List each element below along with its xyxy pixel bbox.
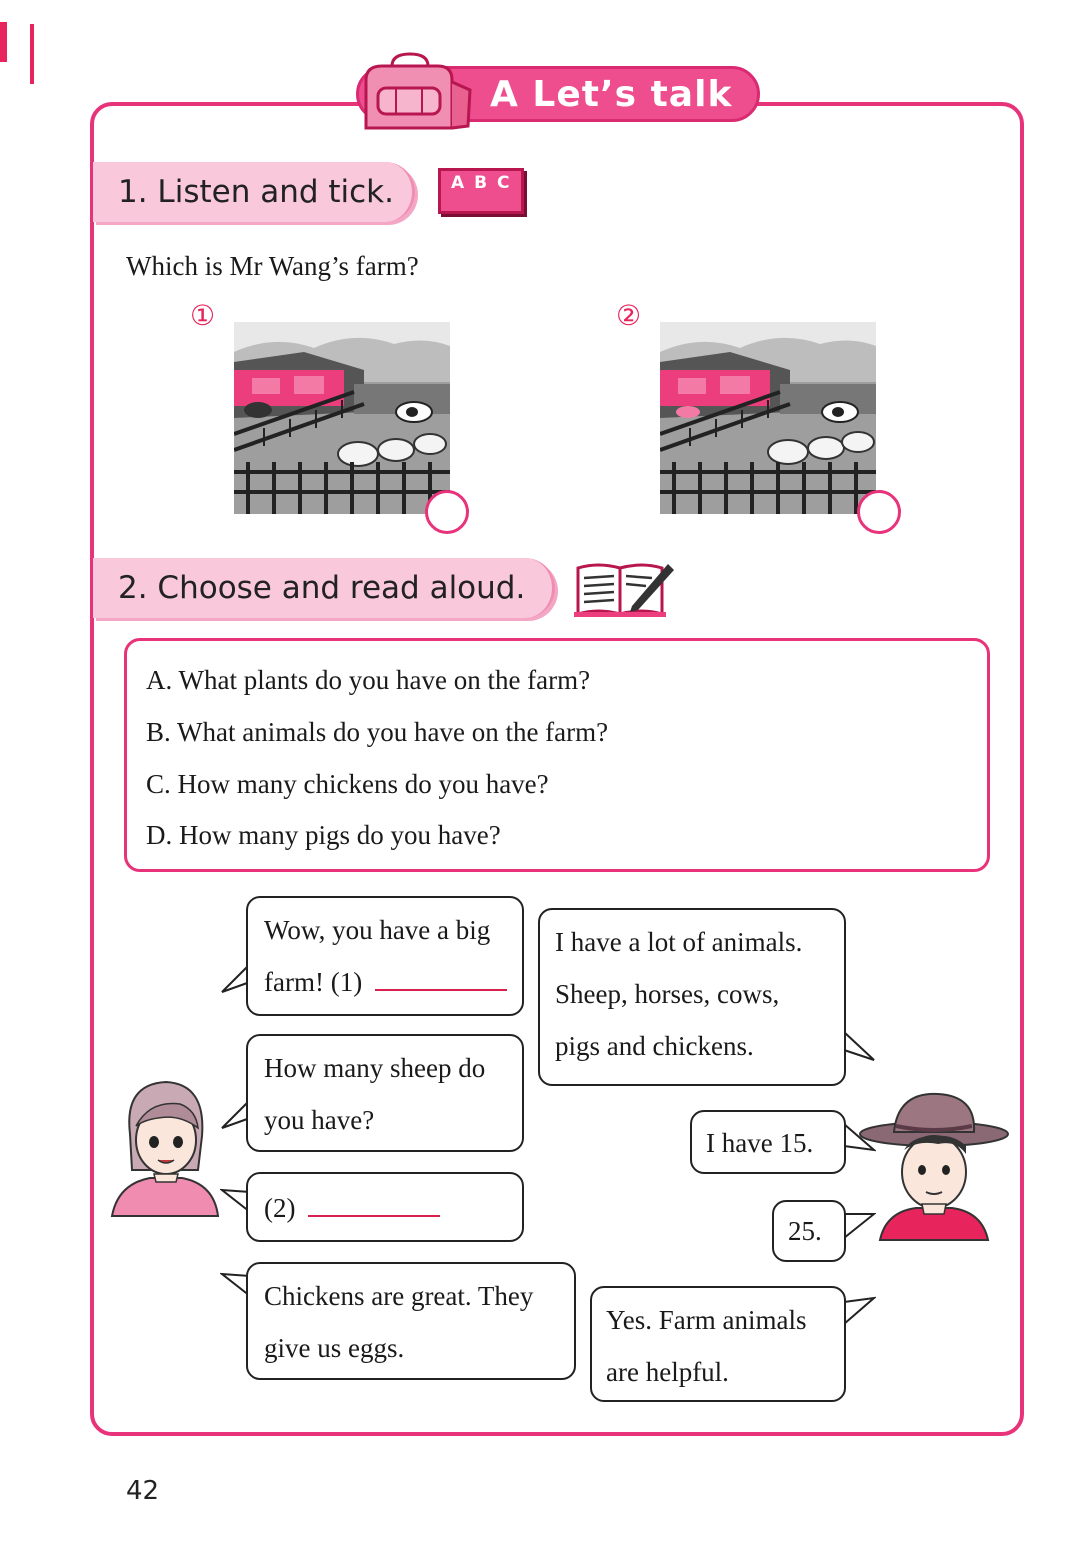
boy-line-4b: are helpful. — [606, 1357, 729, 1387]
schoolbag-icon — [352, 52, 476, 134]
answer-blank-2[interactable] — [308, 1193, 440, 1217]
book-and-pencil-icon — [572, 560, 676, 618]
section-1-heading: 1. Listen and tick. — [118, 174, 394, 210]
choice-d: D. How many pigs do you have? — [146, 820, 501, 850]
answer-blank-1[interactable] — [375, 967, 507, 991]
girl-line-2a: How many sheep do — [264, 1053, 486, 1083]
boy-line-1b: Sheep, horses, cows, — [555, 979, 780, 1009]
section-2-heading: 2. Choose and read aloud. — [118, 570, 526, 606]
bubble-tail — [842, 1028, 876, 1062]
bubble-tail — [842, 1296, 876, 1330]
girl-character — [110, 1074, 220, 1218]
boy-character — [858, 1090, 1010, 1242]
choice-c: C. How many chickens do you have? — [146, 769, 549, 799]
crop-mark — [30, 24, 34, 84]
listening-badge — [438, 168, 524, 214]
option-1-marker: ① — [190, 301, 216, 332]
farm-picture-1 — [234, 322, 450, 514]
crop-mark — [0, 22, 7, 62]
page-title: A Let’s talk — [490, 74, 733, 115]
boy-line-1a: I have a lot of animals. — [555, 927, 803, 957]
option-2-marker: ② — [616, 301, 642, 332]
girl-line-1b — [264, 964, 507, 1000]
boy-line-1c: pigs and chickens. — [555, 1031, 754, 1061]
girl-line-1a: Wow, you have a big — [264, 915, 491, 945]
boy-line-2: I have 15. — [706, 1128, 814, 1158]
farm-picture-2 — [660, 322, 876, 514]
girl-line-3 — [264, 1190, 440, 1226]
girl-line-2b: you have? — [264, 1105, 375, 1135]
tick-circle-1[interactable] — [425, 490, 469, 534]
girl-line-3-text: (2) — [264, 1193, 296, 1223]
girl-line-1b-text: farm! (1) — [264, 967, 363, 997]
boy-line-3: 25. — [788, 1216, 822, 1246]
girl-line-4a: Chickens are great. They — [264, 1281, 534, 1311]
choice-b: B. What animals do you have on the farm? — [146, 717, 609, 747]
girl-line-4b: give us eggs. — [264, 1333, 405, 1363]
page-number: 42 — [126, 1476, 160, 1506]
tick-circle-2[interactable] — [857, 490, 901, 534]
listening-badge-label: A B C — [451, 173, 512, 193]
listening-question: Which is Mr Wang’s farm? — [126, 251, 419, 281]
boy-line-4a: Yes. Farm animals — [606, 1305, 807, 1335]
choice-a: A. What plants do you have on the farm? — [146, 665, 591, 695]
